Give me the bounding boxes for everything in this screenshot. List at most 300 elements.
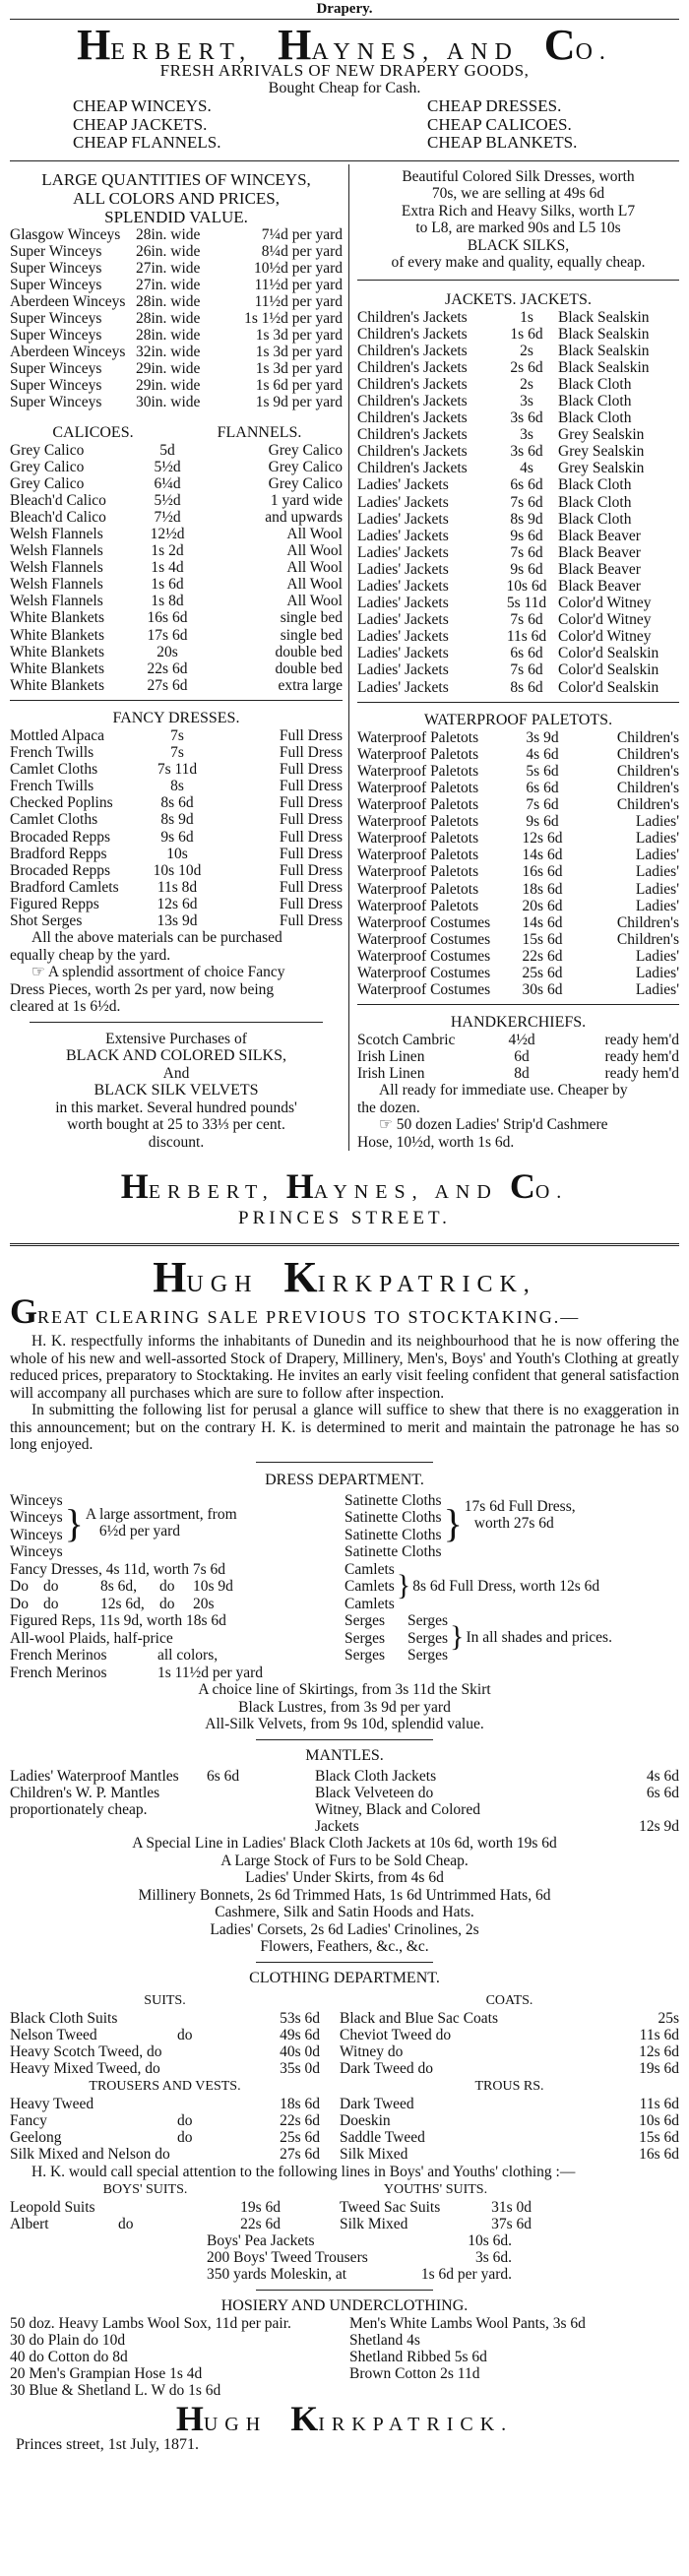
cell: Full Dress (279, 726, 343, 744)
cell: Ladies' Jackets (357, 645, 449, 662)
cell: Waterproof Paletots (357, 779, 479, 796)
cell: 9s 6d (160, 828, 194, 846)
cell (177, 2010, 256, 2027)
list-row (357, 528, 679, 544)
list-row (10, 475, 343, 492)
list-row (357, 679, 679, 696)
cell: 20s (157, 643, 178, 660)
cell: Black Cloth (558, 375, 632, 393)
intro: FRESH ARRIVALS OF NEW DRAPERY GOODS, Bought Cheap for Cash. (159, 61, 530, 96)
list-row (357, 981, 679, 998)
list-row (357, 729, 679, 746)
cell: extra large (278, 676, 343, 694)
list-row (10, 576, 343, 593)
dress-right: Satinette Cloths Satinette Cloths Satinette Cloths Satinette Cloths } 17s 6d Full Dress, worth 27s 6d Camlets Camlets Camlets } 8s 6d Full Dress, worth 12s 6d Serges Serges Serges Serges Serges Serges } In all shades and prices. (344, 1491, 612, 1665)
cell: Doeskin (340, 2112, 391, 2130)
cell: 16s 6d (639, 2146, 679, 2164)
cell: 30s 6d (522, 981, 563, 999)
cell: 10s 10d (153, 861, 202, 879)
cell: 3s (520, 426, 533, 444)
rule (10, 160, 679, 161)
cell: Welsh Flannels (10, 576, 103, 594)
list-row (10, 2332, 679, 2349)
rule (357, 280, 679, 281)
list-row (10, 2216, 281, 2232)
cell: Full Dress (279, 778, 343, 795)
hk-date: Princes street, 1st July, 1871. (16, 2436, 200, 2453)
cell: Children's (616, 728, 679, 746)
cell: Children's (616, 913, 679, 931)
mantles-list (10, 1768, 679, 1835)
cell: ready hem'd (604, 1048, 679, 1066)
cell: 3s 6d (510, 409, 543, 427)
cell: 28in. wide (136, 309, 201, 327)
list-row (340, 2216, 532, 2232)
cell: 18s 6d (280, 2096, 320, 2113)
list-row (357, 813, 679, 830)
cell: 3s 9d (526, 728, 559, 746)
cell: 20 Men's Grampian Hose 1s 4d (10, 2364, 203, 2382)
list-row (10, 377, 343, 394)
cell: 7¼d per yard (261, 225, 343, 243)
cell: 200 Boys' Tweed Trousers (207, 2249, 368, 2267)
winceys-list (10, 226, 343, 411)
cell: proportionately cheap. (10, 1801, 148, 1819)
cell: Scotch Cambric (357, 1032, 456, 1049)
cell: White Blankets (10, 660, 104, 677)
cell: Silk Mixed and Nelson do (10, 2146, 170, 2164)
cell: 7s 6d (510, 543, 543, 561)
boys-block: BOYS' SUITS. Leopold Suits 19s 6d Albert do 22s 6d YOUTHS' SUITS. Tweed Sac Suits 31s 0d Silk Mixed 37s 6d (10, 2182, 532, 2233)
suits-column: SUITS. Black Cloth Suits 53s 6d Nelson Tweed do 49s 6d Heavy Scotch Tweed, do 40s 0d Heavy Mixed Tweed, do 35s 0d TROUSERS AND VESTS. Heavy Tweed 18s 6d Fancy do 22s 6d Geelong do 25s 6d Silk Mixed and Nelson do 27s 6d (10, 1992, 320, 2164)
list-row (357, 343, 679, 359)
rule (357, 702, 679, 703)
cell: Grey Sealskin (558, 443, 645, 461)
list-row (10, 2060, 320, 2077)
list-row (357, 965, 679, 981)
list-row (340, 2027, 679, 2043)
cell (118, 2199, 177, 2216)
cell: 18s 6d (522, 880, 563, 898)
list-row (10, 559, 343, 576)
cell: Color'd Witney (558, 595, 652, 612)
cell: 22s 6d (147, 660, 188, 677)
list-row (357, 426, 679, 443)
cell: Brocaded Repps (10, 861, 111, 879)
list-row (357, 780, 679, 796)
coats-column: COATS. Black and Blue Sac Coats 25s Cheviot Tweed do 11s 6d Witney do 12s 6d Dark Tweed do 19s 6d TROUS RS. Dark Tweed 11s 6d Doeskin 10s 6d Saddle Tweed 15s 6d Silk Mixed 16s 6d (340, 1992, 679, 2164)
cell: 1s 8d (151, 593, 184, 610)
cell: 5d (159, 441, 175, 459)
list-row (207, 2266, 512, 2283)
winceys-heading: LARGE QUANTITIES OF WINCEYS, ALL COLORS AND PRICES, SPLENDID VALUE. (41, 169, 311, 226)
cell: 3s 6d. (474, 2249, 512, 2267)
cell: Waterproof Costumes (357, 930, 491, 948)
cell: Waterproof Costumes (357, 981, 491, 999)
cell: Bleach'd Calico (10, 508, 106, 526)
list-row (10, 542, 343, 559)
list-row (357, 443, 679, 460)
hh-right-column (349, 164, 679, 1152)
headline: GREAT CLEARING SALE PREVIOUS TO STOCKTAKING.— (10, 1291, 581, 1332)
cell: Silk Mixed (340, 2146, 408, 2164)
cell: Geelong (10, 2129, 62, 2147)
cell: 5½d (154, 491, 181, 509)
cell: 1s 3d per yard (255, 327, 343, 345)
cell: Waterproof Costumes (357, 913, 491, 931)
cell: Saddle Tweed (340, 2129, 425, 2147)
list-row (10, 2043, 320, 2060)
cell: Witney, Black and Colored (315, 1801, 480, 1819)
cell: Waterproof Paletots (357, 796, 479, 814)
cell: 11½d per yard (254, 276, 343, 293)
calico-list (10, 442, 343, 694)
list-row (10, 677, 343, 694)
cell: 4s 6d (646, 1767, 679, 1785)
cell: All Wool (286, 593, 343, 610)
cell: Black Beaver (558, 578, 641, 595)
cell: 40s 0d (280, 2043, 320, 2060)
cell: 19s 6d (240, 2199, 281, 2217)
list-row (10, 778, 343, 794)
cell (512, 1801, 679, 1818)
cell: Children's (616, 779, 679, 796)
cell: Black Beaver (558, 543, 641, 561)
jackets-list (357, 309, 679, 696)
cell (177, 2060, 256, 2077)
cell: 15s 6d (522, 930, 563, 948)
cell: Color'd Sealskin (558, 661, 659, 679)
cell: 1s 9d per yard (255, 394, 343, 411)
cell: Ladies' (635, 813, 679, 831)
cell: 12½d (150, 526, 185, 542)
hh-signature: HERBERT, HAYNES, AND CO. (120, 1166, 569, 1207)
cell: 7s (170, 726, 184, 744)
cell (177, 2096, 256, 2112)
cell: Albert (10, 2216, 49, 2233)
rule (256, 1962, 433, 1963)
cell: Checked Poplins (10, 794, 113, 812)
rule (30, 1022, 323, 1023)
cell: 30in. wide (136, 394, 201, 411)
cell: 17s 6d (147, 626, 188, 644)
cell: Children's Jackets (357, 392, 468, 409)
cell: 8d (514, 1065, 530, 1083)
cell: 7s 6d (510, 493, 543, 511)
cell: Waterproof Costumes (357, 964, 491, 981)
cell: Dark Tweed do (340, 2060, 434, 2078)
cell: 28in. wide (136, 225, 201, 243)
cell: 15s 6d (639, 2129, 679, 2147)
cell: Black Cloth Jackets (315, 1767, 437, 1785)
dress-foot: A choice line of Skirtings, from 3s 11d the Skirt Black Lustres, from 3s 9d per yard All-Silk Velvets, from 9s 10d, splendid value. (198, 1681, 491, 1733)
clothing-heading: CLOTHING DEPARTMENT. (249, 1969, 440, 1986)
paletots-heading: WATERPROOF PALETOTS. (423, 711, 613, 728)
cell: do (177, 2026, 193, 2043)
cell: do (118, 2216, 134, 2233)
rule (256, 2290, 433, 2291)
list-row (10, 344, 343, 360)
cell: Full Dress (279, 794, 343, 812)
cell: Bleach'd Calico (10, 491, 106, 509)
fancy-note: All the above materials can be purchased equally cheap by the yard. ☞ A splendid assortment of choice Fancy Dress Pieces, worth 2s per yard, now being cleared at 1s 6½d. (10, 929, 285, 1016)
cell: 8¼d per yard (261, 242, 343, 260)
cell: Cheviot Tweed do (340, 2026, 452, 2043)
masthead: HERBERT, HAYNES, AND CO. (77, 21, 612, 69)
cell: 1s 6d per yard (255, 377, 343, 395)
cell: Full Dress (279, 828, 343, 846)
list-row (357, 628, 679, 645)
list-row (10, 829, 343, 846)
cell: Ladies' (635, 830, 679, 848)
cell (207, 1801, 315, 1818)
list-row (10, 593, 343, 609)
cell: 8s 9d (160, 811, 194, 829)
cell: Boys' Pea Jackets (207, 2232, 315, 2250)
list-row (10, 360, 343, 377)
cell: 6s 6d (510, 476, 543, 494)
cell: Witney do (340, 2043, 404, 2060)
list-row (357, 863, 679, 880)
cell: Jackets (315, 1818, 359, 1836)
cell: 9s 6d (526, 813, 559, 831)
cell: 49s 6d (280, 2026, 320, 2043)
cell: Black Sealskin (558, 325, 650, 343)
list-row (357, 1065, 679, 1082)
masthead: HUGH KIRKPATRICK, (153, 1253, 536, 1302)
cell: 12s 6d (157, 895, 198, 912)
list-row (357, 611, 679, 628)
cell: Full Dress (279, 895, 343, 912)
cell: 9s 6d (510, 560, 543, 578)
cell: Black Cloth (558, 392, 632, 409)
hanky-list (357, 1032, 679, 1082)
cell: Ladies' (635, 847, 679, 864)
cell: Aberdeen Winceys (10, 344, 126, 361)
cell (10, 1818, 207, 1835)
cell: 13s 9d (157, 911, 198, 929)
cell: Waterproof Paletots (357, 728, 479, 746)
hh-columns (10, 164, 679, 1152)
list-row (10, 327, 343, 344)
cell: 40 do Cotton do 8d (10, 2348, 128, 2365)
list-row (357, 460, 679, 476)
cell: 1s (520, 308, 533, 326)
list-row (10, 644, 343, 660)
cell: 25s (658, 2009, 679, 2027)
cell: Ladies' Jackets (357, 611, 449, 629)
dress-left: Winceys Winceys Winceys Winceys } A large assortment, from 6½d per yard Fancy Dresses, 4s 11d, worth 7s 6d Do do 8s 6d, do 10s 9d Do do 12s 6d, do 20s Figured Reps, 11s 9d, worth 18s 6d All-wool Plaids, half-price French Merinos all colors, French Merinos 1s 11½d per yard (10, 1491, 264, 1681)
list-row (340, 2112, 679, 2129)
cell: 35s 0d (280, 2060, 320, 2078)
cell: 6d (514, 1048, 530, 1066)
cell: Children's (616, 796, 679, 814)
hh-street: PRINCES STREET. (238, 1208, 451, 1229)
cell: Ladies' Jackets (357, 678, 449, 696)
cell: 6s 6d (510, 645, 543, 662)
cell: All Wool (286, 542, 343, 560)
list-row (10, 1785, 679, 1801)
cell: 16s 6d (147, 609, 188, 627)
list-row (357, 645, 679, 661)
list-row (357, 931, 679, 948)
cell: Children's Jackets (357, 409, 468, 427)
cell: Welsh Flannels (10, 526, 103, 542)
cell: Brown Cotton 2s 11d (349, 2364, 480, 2382)
list-row (10, 293, 343, 310)
cell: Dark Tweed (340, 2096, 414, 2113)
cell: 7s 6d (510, 611, 543, 629)
cell: 16s 6d (522, 863, 563, 881)
cell: Super Winceys (10, 394, 102, 411)
cell: Black Beaver (558, 560, 641, 578)
cell: 31s 0d (491, 2199, 532, 2217)
cell: 22s 6d (240, 2216, 281, 2233)
cell: 5s 6d (526, 762, 559, 780)
cell: 1s 6d (510, 325, 543, 343)
list-row (10, 627, 343, 644)
cell: 11½d per yard (254, 292, 343, 310)
list-row (357, 830, 679, 847)
rule (10, 700, 343, 701)
cell: Super Winceys (10, 327, 102, 345)
cell: Super Winceys (10, 259, 102, 277)
cell: Super Winceys (10, 309, 102, 327)
cell: Full Dress (279, 878, 343, 896)
cell: 50 doz. Heavy Lambs Wool Sox, 11d per pair. (10, 2314, 291, 2332)
cell: Heavy Mixed Tweed, do (10, 2060, 160, 2078)
list-row (10, 1818, 679, 1835)
cell: Brocaded Repps (10, 828, 111, 846)
cell: 22s 6d (280, 2112, 320, 2130)
cell: Bradford Camlets (10, 878, 119, 896)
cell: 12s 6d (522, 830, 563, 848)
cell: Grey Calico (10, 458, 85, 475)
cell: Grey Sealskin (558, 460, 645, 477)
cell: Ladies' Jackets (357, 595, 449, 612)
cell: Aberdeen Winceys (10, 292, 126, 310)
cell: Irish Linen (357, 1048, 425, 1066)
cell: Children's (616, 762, 679, 780)
cell: 25s 6d (280, 2129, 320, 2147)
hosiery-list (10, 2315, 679, 2399)
list-row (357, 309, 679, 326)
cell: Super Winceys (10, 276, 102, 293)
cell (177, 2043, 256, 2060)
cell: French Twills (10, 744, 94, 762)
cell: Children's (616, 745, 679, 763)
cell: All Wool (286, 576, 343, 594)
cell: 14s 6d (522, 847, 563, 864)
list-row (10, 744, 343, 761)
cell: Full Dress (279, 845, 343, 862)
list-row (357, 476, 679, 493)
list-row (357, 661, 679, 678)
cell: 30 Blue & Shetland L. W do 1s 6d (10, 2381, 221, 2399)
cell: 6s 6d (207, 1767, 240, 1785)
list-row (340, 2146, 679, 2163)
cell: Black and Blue Sac Coats (340, 2009, 498, 2027)
cell: 8s 6d (510, 678, 543, 696)
cell: 6¼d (154, 474, 181, 492)
list-row (10, 761, 343, 778)
fancy-list (10, 727, 343, 929)
cell: 7½d (154, 508, 181, 526)
cell: 5½d (154, 458, 181, 475)
cell: Glasgow Winceys (10, 225, 121, 243)
list-row (10, 2349, 679, 2365)
cell: 37s 6d (491, 2216, 532, 2233)
cheap-list: CHEAP WINCEYS. CHEAP DRESSES. CHEAP JACKETS. CHEAP CALICOES. CHEAP FLANNELS. CHEAP BLANKETS. (73, 96, 578, 152)
cell: Children's Jackets (357, 426, 468, 444)
rule (256, 1462, 433, 1463)
list-row (10, 660, 343, 677)
list-row (10, 310, 343, 327)
cell: Black Cloth (558, 409, 632, 427)
list-row (357, 914, 679, 931)
cell: Ladies' Waterproof Mantles (10, 1767, 179, 1785)
cell: Fancy (10, 2112, 47, 2130)
list-row (357, 763, 679, 780)
list-row (10, 2315, 679, 2332)
cell: Welsh Flannels (10, 559, 103, 577)
list-row (10, 2112, 320, 2129)
cell: Ladies' (635, 964, 679, 981)
cell: Black Sealskin (558, 308, 650, 326)
cell: Black Beaver (558, 527, 641, 544)
list-row (10, 896, 343, 912)
cell: Irish Linen (357, 1065, 425, 1083)
cell: Grey Calico (10, 441, 85, 459)
cell: Black Cloth (558, 493, 632, 511)
list-row (357, 561, 679, 578)
clothing-note: H. K. would call special attention to the following lines in Boys' and Youths' clothing :— (31, 2163, 576, 2180)
cell: Children's Jackets (357, 308, 468, 326)
cell: Figured Repps (10, 895, 99, 912)
cell: Children's Jackets (357, 342, 468, 359)
list-row (340, 2199, 532, 2216)
cell: 5s 11d (506, 595, 547, 612)
cell: Color'd Witney (558, 628, 652, 646)
cell: Full Dress (279, 861, 343, 879)
cell: Grey Calico (268, 458, 343, 475)
cell: Shot Serges (10, 911, 83, 929)
cell: Children's (616, 930, 679, 948)
cell: Waterproof Paletots (357, 813, 479, 831)
list-row (10, 727, 343, 744)
hosiery-heading: HOSIERY AND UNDERCLOTHING. (220, 2296, 469, 2314)
boys-foot (10, 2232, 679, 2283)
cell: 10s 6d (639, 2112, 679, 2130)
cell: single bed (280, 609, 343, 627)
cell: 27in. wide (136, 276, 201, 293)
dress-heading: DRESS DEPARTMENT. (265, 1471, 424, 1488)
cell: 29in. wide (136, 377, 201, 395)
cell: Nelson Tweed (10, 2026, 97, 2043)
cell: 1s 2d (151, 542, 184, 560)
silks: Beautiful Colored Silk Dresses, worth 70s, we are selling at 49s 6d Extra Rich and Heavy Silks, worth L7 to L8, are marked 90s and L5 10s BLACK SILKS, of every make and quality, equally cheap. (391, 167, 646, 271)
cell: 10½d per yard (254, 259, 343, 277)
herbert-haynes-ad (10, 21, 679, 1229)
cell: Children's Jackets (357, 325, 468, 343)
rule (357, 1004, 679, 1005)
cell: 3s 6d (510, 443, 543, 461)
list-row (357, 326, 679, 343)
list-row (10, 609, 343, 626)
mantles-notes: A Special Line in Ladies' Black Cloth Jackets at 10s 6d, worth 19s 6d A Large Stock of Furs to be Sold Cheap. Ladies' Under Skirts, from 4s 6d Millinery Bonnets, 2s 6d Trimmed Hats, 1s 6d Untrimmed Hats, 6d Cashmere, Silk and Satin Hoods and Hats. Ladies' Corsets, 2s 6d Ladies' Crinolines, 2s Flowers, Feathers, &c., &c. (132, 1835, 557, 1956)
rule (10, 19, 679, 20)
list-row (10, 277, 343, 293)
